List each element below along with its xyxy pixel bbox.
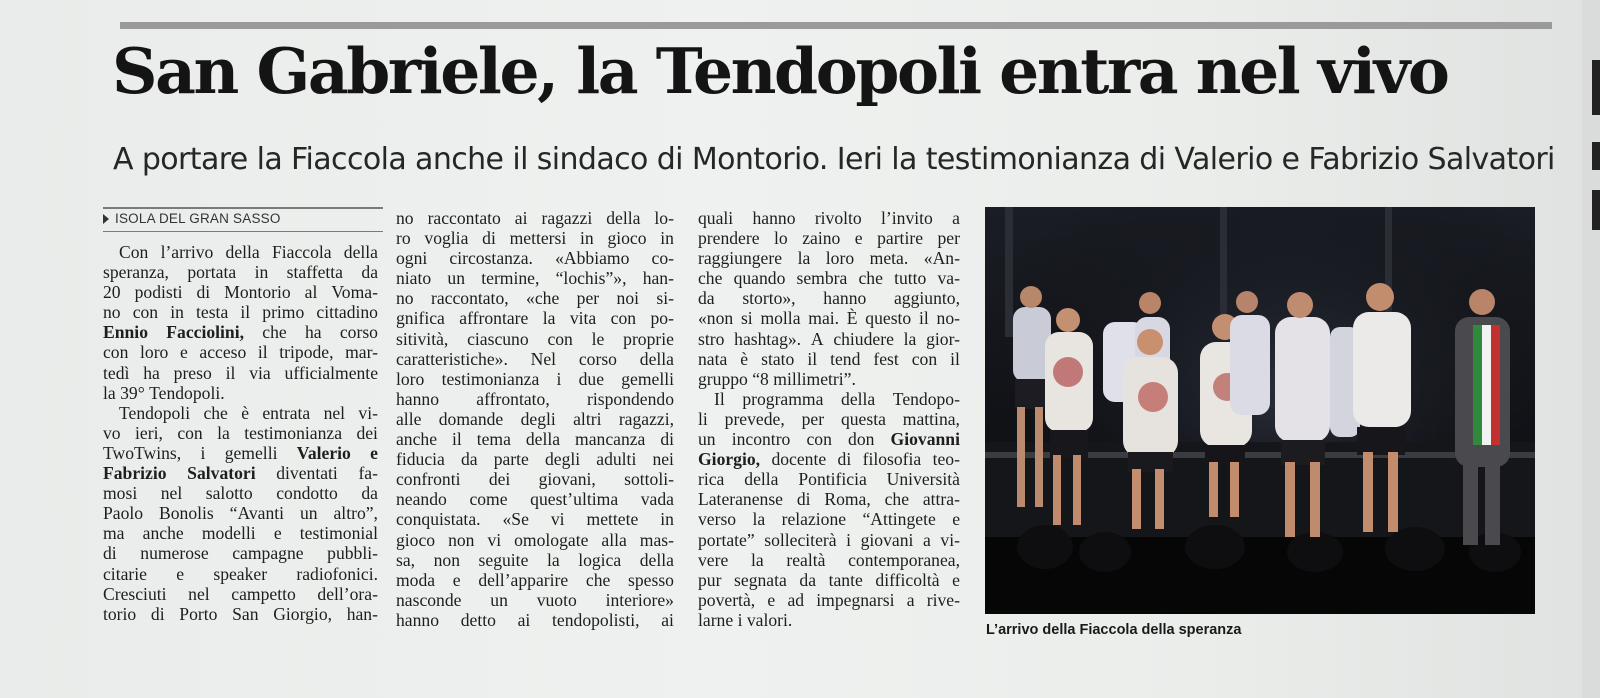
text-line: neando come quest’ultima vada xyxy=(396,489,674,510)
text-line: anche il tema della mancanza di xyxy=(396,429,674,450)
text-line: Paolo Bonolis “Avanti un altro”, xyxy=(103,503,378,524)
text-line: povertà, e ad impegnarsi a rive- xyxy=(698,589,960,610)
text-line: li prevede, per questa mattina, xyxy=(698,408,960,429)
triangle-marker-icon xyxy=(103,214,109,224)
text-line: no raccontato ai ragazzi della lo- xyxy=(396,208,674,228)
text-line: Cresciuti nel campetto dell’ora- xyxy=(103,583,378,604)
text-line: no con in testa il primo cittadino xyxy=(103,302,378,323)
text-line: rica della Pontificia Università xyxy=(698,469,960,490)
text-line: portate” solleciterà i giovani a vi- xyxy=(698,529,960,550)
headline: San Gabriele, la Tendopoli entra nel vivo xyxy=(112,34,1448,108)
text-line: sa, non seguite la logica della xyxy=(396,549,674,570)
text-line: hanno detto ai tendopolisti, ai xyxy=(396,609,674,630)
text-line: prendere lo zaino e partire per xyxy=(698,228,960,249)
text-line: stro hashtag». A chiudere la gior- xyxy=(698,328,960,349)
text-line: torio di Porto San Giorgio, han- xyxy=(103,603,378,624)
text-line: Ennio Facciolini, che ha corso xyxy=(103,322,378,343)
text-line: nata è stato il tend fest con il xyxy=(698,348,960,369)
text-line: raggiungere la loro meta. «An- xyxy=(698,248,960,269)
text-line: ma anche modelli e testimonial xyxy=(103,523,378,544)
text-line: da storto», hanno aggiunto, xyxy=(698,288,960,309)
section-rule-top xyxy=(103,207,383,209)
text-line: Il programma della Tendopo- xyxy=(714,388,960,409)
text-line: con loro e acceso il tripode, mar- xyxy=(103,342,378,363)
text-line: quali hanno rivolto l’invito a xyxy=(698,208,960,228)
text-line: verso la relazione “Attingete e xyxy=(698,509,960,530)
stage-photo-illustration xyxy=(985,207,1535,614)
text-line: loro testimonianza i due gemelli xyxy=(396,368,674,389)
text-line: «non si molla mai. È questo il no- xyxy=(698,308,960,329)
subheadline: A portare la Fiaccola anche il sindaco di Montorio. Ieri la testimonianza di Valerio e Fabrizio Salvatori xyxy=(113,142,1555,177)
text-line: TwoTwins, i gemelli Valerio e xyxy=(103,442,378,463)
text-line: vere la realtà contemporanea, xyxy=(698,549,960,570)
adjacent-article-edge xyxy=(1582,0,1600,698)
text-line: che quando sembra che tutto va- xyxy=(698,268,960,289)
text-line: mosi nel salotto condotto da xyxy=(103,483,378,504)
text-line: larne i valori. xyxy=(698,609,793,630)
article-column-1 xyxy=(103,242,378,624)
text-line: citarie e speaker radiofonici. xyxy=(103,563,378,584)
text-line: vo ieri, con la testimonianza dei xyxy=(103,422,378,443)
text-line: speranza, portata in staffetta da xyxy=(103,262,378,283)
article-column-3 xyxy=(698,208,960,630)
text-line: hanno affrontato, rispondendo xyxy=(396,388,674,409)
text-line: Lateranense di Roma, che attra- xyxy=(698,489,960,510)
text-line: no raccontato, «che per noi si- xyxy=(396,288,674,309)
text-line: confronti dei giovani, sottoli- xyxy=(396,469,674,490)
text-line: sitività, ciascuno con le proprie xyxy=(396,328,674,349)
text-line: ro voglia di mettersi in gioco in xyxy=(396,228,674,249)
text-line: fiducia da parte degli adulti nei xyxy=(396,449,674,470)
text-line: alle domande degli altri ragazzi, xyxy=(396,408,674,429)
top-rule xyxy=(120,22,1552,29)
text-line: gruppo “8 millimetri”. xyxy=(698,368,856,389)
stage-photo xyxy=(985,207,1535,614)
text-line: moda e dell’apparire che spesso xyxy=(396,569,674,590)
section-label xyxy=(103,211,281,226)
text-line: conquistata. «Se vi mettete in xyxy=(396,509,674,530)
text-line: un incontro con don Giovanni xyxy=(698,429,960,450)
text-line: Tendopoli che è entrata nel vi- xyxy=(119,402,378,423)
section-label-text: ISOLA DEL GRAN SASSO xyxy=(115,211,281,226)
photo-caption: L’arrivo della Fiaccola della speranza xyxy=(986,622,1242,638)
text-line: gioco non vi omologate alla mas- xyxy=(396,529,674,550)
article-column-2 xyxy=(396,208,674,630)
text-line: ogni circostanza. «Abbiamo co- xyxy=(396,248,674,269)
text-line: pur segnata da tante difficoltà e xyxy=(698,569,960,590)
text-line: di numerose campagne pubbli- xyxy=(103,543,378,564)
text-line: nasconde un vuoto interiore» xyxy=(396,589,674,610)
text-line: la 39° Tendopoli. xyxy=(103,382,225,403)
text-line: niato un termine, “lochis”», han- xyxy=(396,268,674,289)
text-line: tedì ha preso il via ufficialmente xyxy=(103,362,378,383)
section-rule-bottom xyxy=(103,231,383,232)
text-line: Con l’arrivo della Fiaccola della xyxy=(119,242,378,262)
text-line: gnifica affrontare la vita con po- xyxy=(396,308,674,329)
text-line: Fabrizio Salvatori diventati fa- xyxy=(103,463,378,484)
text-line: caratteristiche». Nel corso della xyxy=(396,348,674,369)
text-line: 20 podisti di Montorio al Voma- xyxy=(103,282,378,303)
text-line: Giorgio, docente di filosofia teo- xyxy=(698,449,960,470)
